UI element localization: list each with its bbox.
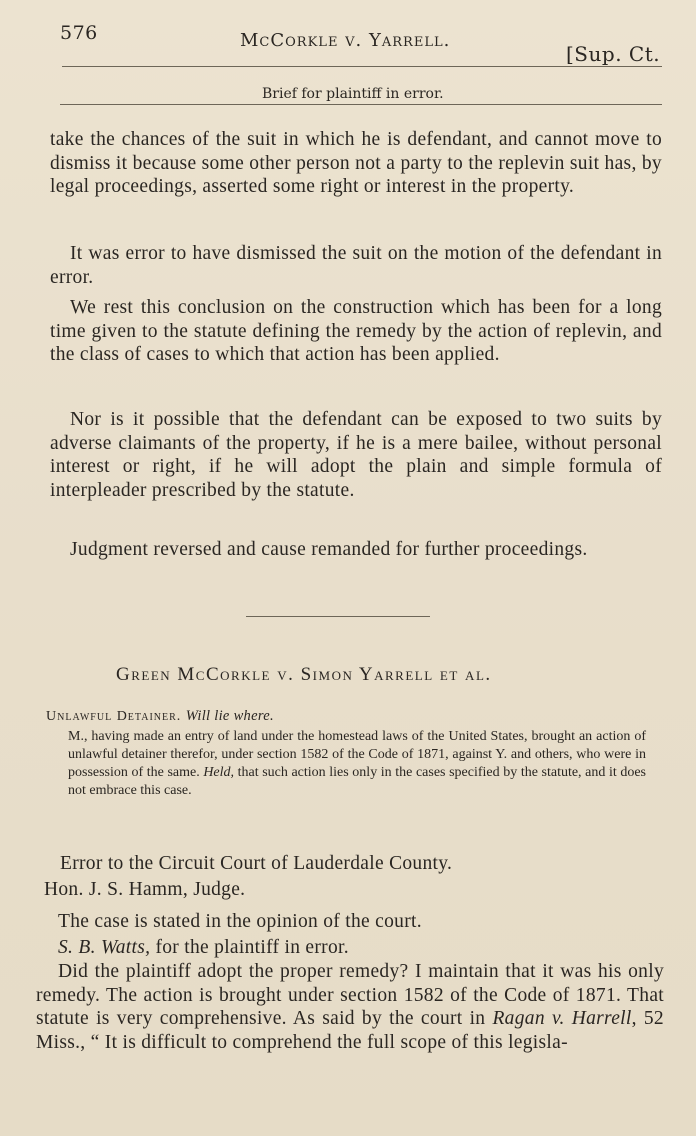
paragraph (50, 408, 662, 502)
syllabus-text: M., having made an entry of land under the homestead laws of the United States, brought an action of unlawful detainer therefor, under section 1582 of the Code of 1871, against Y. and others, who were in possession of the same. (68, 729, 646, 780)
counsel-name: S. B. Watts, (58, 937, 151, 958)
judge-line: Hon. J. S. Hamm, Judge. (44, 879, 246, 900)
syllabus (68, 728, 646, 800)
argument-paragraph: Did the plaintiff adopt the proper remedy? I maintain that it was his only remedy. The action is brought under section 1582 of the Code of 1871. That statute is very comprehensive. As said by the court in Ragan v. Harrell, 52 Miss., “ It is difficult to comprehend the full scope of this legisla- (36, 961, 664, 1053)
header-rule-bottom (60, 104, 662, 105)
cited-case: Ragan v. Harrell (492, 1008, 632, 1029)
section-divider (246, 616, 430, 617)
running-title: McCorkle v. Yarrell. (240, 30, 451, 51)
page-number: 576 (60, 22, 98, 44)
paragraph-text: We rest this conclusion on the construction which has been for a long time given to the statute defining the remedy by the action of replevin, and the class of cases to which that action has been applied. (50, 297, 662, 365)
error-line: Error to the Circuit Court of Lauderdale County. (60, 853, 453, 874)
brief-label: Brief for plaintiff in error. (262, 86, 444, 102)
paragraph (50, 242, 662, 289)
paragraph-text: take the chances of the suit in which he is defendant, and cannot move to dismiss it because some other person not a party to the replevin suit has, by legal proceedings, asserted some right or interest in the property. (50, 129, 662, 197)
case-title: Green McCorkle v. Simon Yarrell et al. (116, 664, 492, 685)
headnote (46, 708, 274, 725)
paragraph-text: It was error to have dismissed the suit on the motion of the defendant in error. (50, 243, 662, 288)
paragraph-text: Nor is it possible that the defendant can be exposed to two suits by adverse claimants of the property, if he is a mere bailee, without personal interest or right, if he will adopt the plain and simple formula of interpleader prescribed by the statute. (50, 409, 662, 501)
headnote-italic: Will lie where. (185, 708, 274, 724)
stated-line: The case is stated in the opinion of the court. (58, 911, 422, 932)
paragraph (50, 296, 662, 367)
court-abbreviation: [Sup. Ct. (566, 42, 661, 66)
paragraph-judgment (50, 538, 662, 562)
counsel-line: S. B. Watts, for the plaintiff in error. (58, 937, 349, 958)
paragraph-continuation (50, 128, 662, 199)
syllabus-held-text: that such action lies only in the cases specified by the statute, and it does not embrace this case. (68, 765, 646, 798)
header-rule-top (62, 66, 662, 67)
held-label: Held, (203, 765, 235, 780)
paragraph-text: Judgment reversed and cause remanded for further proceedings. (70, 539, 588, 560)
headnote-label: Unlawful Detainer. (46, 709, 182, 724)
